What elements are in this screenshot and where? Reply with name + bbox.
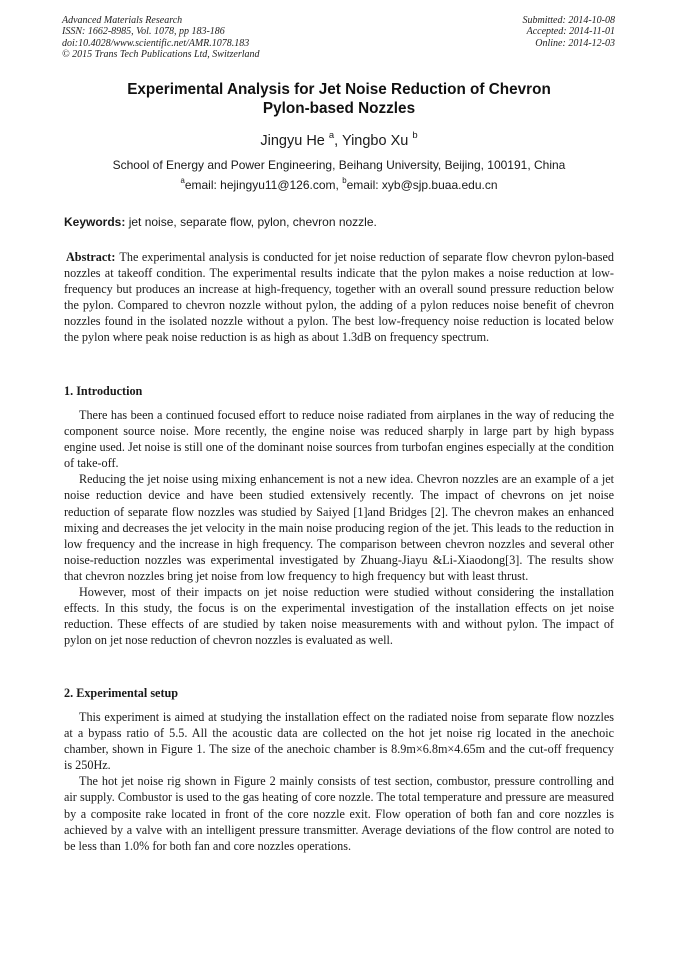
doi-line: doi:10.4028/www.scientific.net/AMR.1078.183: [62, 37, 250, 49]
section-heading: 1. Introduction: [64, 384, 143, 398]
abstract-label: Abstract:: [66, 250, 116, 264]
author-superscript: a: [328, 129, 335, 141]
email-superscript: a: [180, 176, 185, 186]
author-name: Yingbo Xu: [341, 133, 409, 149]
email-superscript: b: [342, 176, 347, 186]
accepted-date: Accepted: 2014-11-01: [526, 26, 615, 38]
paragraph: Reducing the jet noise using mixing enhancement is not a new idea. Chevron nozzles are an example of a jet noise reduction device and have been studied extensively recently. The impact of chevrons on jet noise reduction of separate flow nozzles was studied by Saiyed [1]and Bridges [2]. The chevron makes an enhanced mixing and decreases the jet velocity in the main noise producing region of the jet. This leads to the reduction in low frequency and the increase in high frequency. The comparison between chevron nozzles and several other noise-reduction nozzles was experimental investigated by Zhuang-Jiayu &Li-Xiaodong[3]. The results show that chevron nozzles bring jet noise from low frequency to high frequency but with least thrust.: [64, 472, 614, 583]
section-body: [64, 407, 614, 648]
online-date: Online: 2014-12-03: [535, 37, 615, 49]
copyright-line: © 2015 Trans Tech Publications Ltd, Switzerland: [62, 48, 260, 60]
publication-dates: [523, 15, 616, 49]
issn-line: ISSN: 1662-8985, Vol. 1078, pp 183-186: [62, 26, 225, 38]
author-superscript: b: [412, 129, 418, 141]
paragraph: The hot jet noise rig shown in Figure 2 mainly consists of test section, combustor, pressure controlling and air supply. Combustor is used to the gas heating of core nozzle. The total temperature and pressure are measured by a composite rake located in front of the core nozzle exit. Flow operation of both fan and core nozzles is achieved by a valve with an intelligent pressure transmitter. Average deviations of the flow control are noted to be less than 1.0% for both fan and core nozzles operations.: [64, 774, 614, 853]
email-b: email: xyb@sjp.buaa.edu.cn: [346, 178, 498, 192]
section-body: [64, 709, 614, 854]
abstract-text: The experimental analysis is conducted for jet noise reduction of separate flow chevron pylon-based nozzles at takeoff condition. The experimental results indicate that the pylon makes a noise reduction at low-frequency but produces an increase at high-frequency, together with an overall sound pressure reduction below the pylon. Compared to chevron nozzle without pylon, the adding of a pylon reduces noise benefit of chevron nozzles found in the isolated nozzle without a pylon. The best low-frequency noise reduction is located below the pylon where peak noise reduction is as high as about 1.3dB on frequency spectrum.: [64, 250, 614, 345]
submitted-date: Submitted: 2014-10-08: [522, 15, 615, 26]
abstract: [64, 249, 614, 346]
email-a: email: hejingyu11@126.com,: [184, 178, 343, 192]
journal-name: Advanced Materials Research: [62, 15, 183, 26]
author-emails: [60, 177, 618, 193]
keywords-text: jet noise, separate flow, pylon, chevron nozzle.: [128, 215, 377, 229]
keywords-label: Keywords:: [64, 215, 126, 229]
title-line-2: Pylon-based Nozzles: [262, 100, 416, 117]
paragraph: However, most of their impacts on jet noise reduction were studied without considering the installation effects. In this study, the focus is on the experimental investigation of the installation effects on jet noise reduction. These effects of are studied by taken noise measurements with and without pylon. The impact of pylon on jet nose reduction of chevron nozzles is evaluated as well.: [64, 585, 614, 648]
author-separator: ,: [334, 133, 342, 149]
section-heading: 2. Experimental setup: [64, 686, 179, 700]
paragraph: There has been a continued focused effort to reduce noise radiated from airplanes in the way of reducing the component source noise. More recently, the engine noise was reduced sharply in large part by high bypass engine used. Jet noise is still one of the dominant noise sources from turbofan engines especially at the condition of take-off.: [64, 408, 615, 471]
author-name: Jingyu He: [260, 133, 325, 149]
affiliation: School of Energy and Power Engineering, Beihang University, Beijing, 100191, China: [112, 158, 566, 172]
title-line-1: Experimental Analysis for Jet Noise Reduction of Chevron: [127, 81, 551, 98]
paper-title: [60, 80, 618, 118]
keywords: [64, 214, 616, 230]
author-list: [60, 129, 618, 150]
journal-info: [62, 15, 260, 60]
paragraph: This experiment is aimed at studying the installation effect on the radiated noise from separate flow nozzles at a bypass ratio of 5.5. All the acoustic data are collected on the hot jet noise rig located in the anechoic chamber, shown in Figure 1. The size of the anechoic chamber is 8.9m×6.8m×4.65m and the cut-off frequency is 250Hz.: [64, 710, 614, 773]
